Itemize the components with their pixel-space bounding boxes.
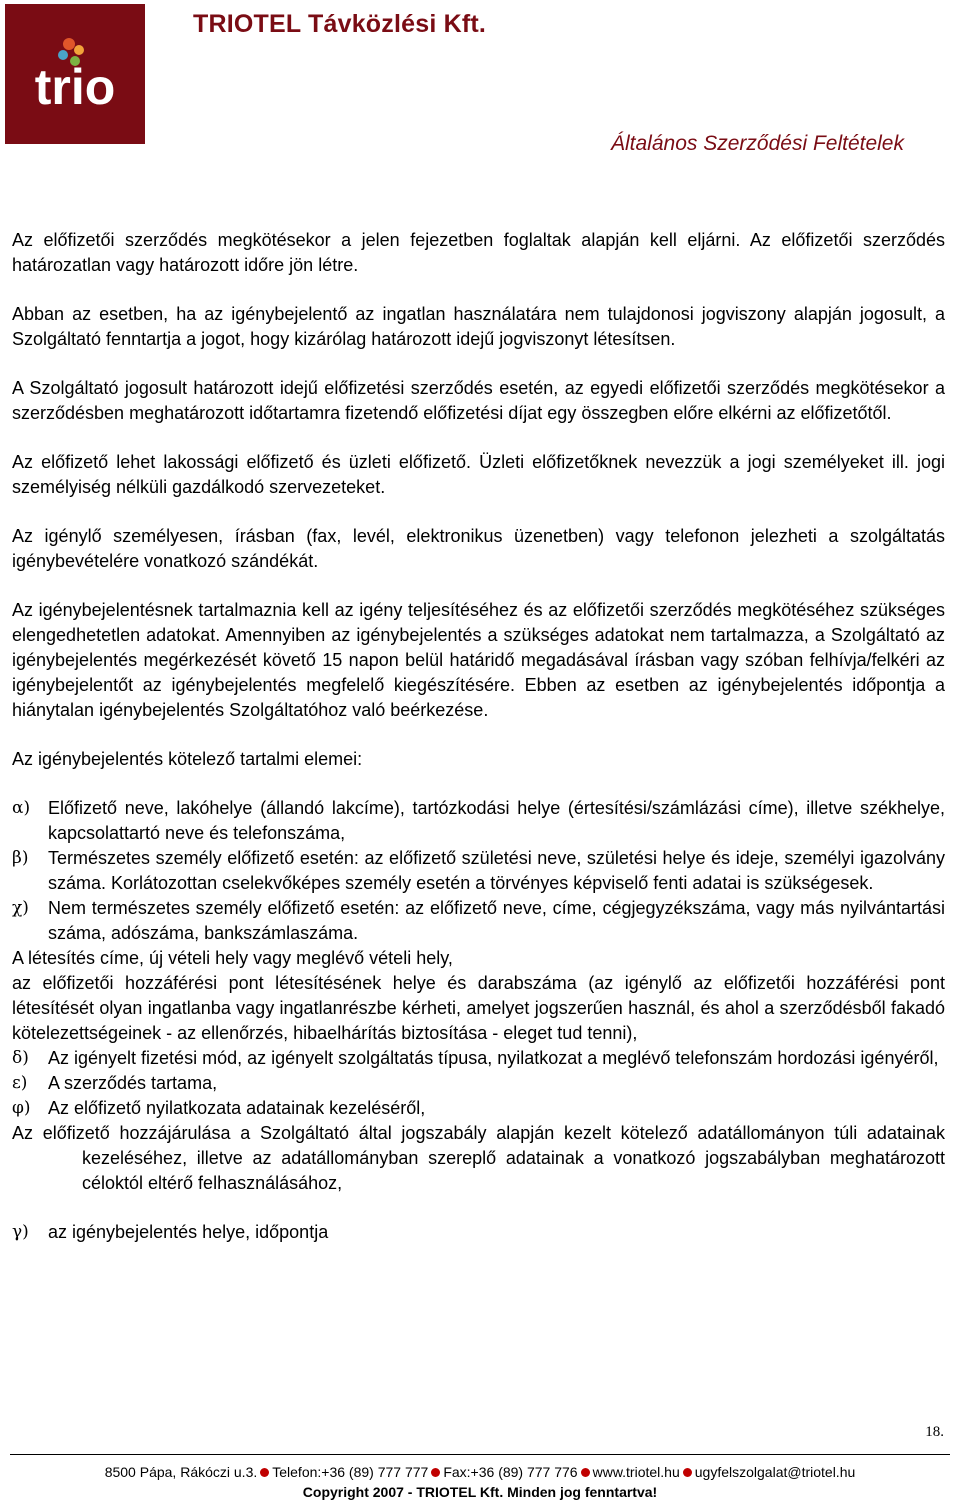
footer-copyright: Copyright 2007 - TRIOTEL Kft. Minden jog fenntartva! — [302, 1484, 658, 1500]
paragraph-1: Az előfizetői szerződés megkötésekor a jelen fejezetben foglaltak alapján kell eljárni. Az előfizetői szerződés határozatlan vagy határozott időre jön létre. — [12, 230, 945, 275]
paragraph-3: A Szolgáltató jogosult határozott idejű előfizetési szerződés esetén, az egyedi előfizetői szerződés megkötésekor a szerződésben meghatározott időtartamra fizetendő előfizetési díjat egy összegben előre elkérni az előfizetőtől. — [12, 378, 945, 423]
list-marker: γ) — [12, 1222, 29, 1242]
document-title: Általános Szerződési Feltételek — [611, 132, 904, 155]
footer-email-link[interactable]: ugyfelszolgalat@triotel.hu — [694, 1464, 856, 1480]
footer-phone: Telefon:+36 (89) 777 777 — [272, 1464, 429, 1480]
company-logo — [5, 4, 145, 144]
bullet-dot-icon — [431, 1468, 440, 1477]
list-marker: β) — [12, 848, 29, 868]
bullet-dot-icon — [683, 1468, 692, 1477]
list-item-text: Természetes személy előfizető esetén: az előfizető születési neve, születési helye és ideje, személyi igazolvány száma. Korlátozottan cselekvőképes személy esetén a törvényes képviselő fenti adatai is szükségesek. — [48, 848, 945, 893]
list-item-text: A szerződés tartama, — [48, 1073, 218, 1093]
document-body — [12, 228, 945, 1245]
list-marker: δ) — [12, 1048, 29, 1068]
company-name: TRIOTEL Távközlési Kft. — [193, 10, 487, 38]
list-marker: χ) — [12, 898, 29, 918]
logo-text: trio — [34, 59, 116, 115]
paragraph-7: Az igénybejelentés kötelező tartalmi elemei: — [12, 749, 363, 769]
paragraph-6: Az igénybejelentésnek tartalmaznia kell az igény teljesítéséhez és az előfizetői szerződés megkötéséhez szükséges elengedhetetlen adatokat. Amennyiben az igénybejelentés a szükséges adatokat nem tartalmazza, a Szolgáltató az igénybejelentés megérkezését követő 15 napon belül határidő megadásával írásban vagy szóban felhívja/felkéri az igénybejelentőt az igénybejelentés megfelelő kiegészítésére. Ebben az esetben az igénybejelentés időpontja a hiánytalan igénybejelentés Szolgáltatóhoz való beérkezése. — [12, 600, 945, 720]
list-item — [12, 896, 945, 946]
page-number: 18. — [925, 1424, 944, 1440]
bullet-dot-icon — [260, 1468, 269, 1477]
list-item-text: Előfizető neve, lakóhelye (állandó lakcíme), tartózkodási helye (értesítési/számlázási címe), illetve székhelye, kapcsolattartó neve és telefonszáma, — [48, 798, 945, 843]
footer-address: 8500 Pápa, Rákóczi u.3. — [104, 1464, 258, 1480]
list-item-text: Az előfizető nyilatkozata adatainak kezeléséről, — [48, 1098, 426, 1118]
footer-divider — [10, 1454, 950, 1455]
bullet-dot-icon — [581, 1468, 590, 1477]
list-item-text: Nem természetes személy előfizető esetén: az előfizető neve, címe, cégjegyzékszáma, vagy más nyilvántartási száma, adószáma, bankszámlaszáma. — [48, 898, 945, 943]
plain-line-2: az előfizetői hozzáférési pont létesítésének helye és darabszáma (az igénylő az előfizetői hozzáférési pont létesítését olyan ingatlanba vagy ingatlanrészbe kérheti, amelyet jogszerűen használ, és ahol a szerződésből fakadó kötelezettségeinek - az ellenőrzés, hibaelhárítás biztosítása - eleget tud tenni), — [12, 973, 945, 1043]
list-marker: α) — [12, 798, 31, 818]
hanging-paragraph: Az előfizető hozzájárulása a Szolgáltató által jogszabály alapján kezelt kötelező adatállományon túli adatainak kezeléséhez, illetve az adatállományban szereplő adatainak a vonatkozó jogszabályban meghatározott céloktól eltérő felhasználásához, — [12, 1123, 945, 1193]
list-marker: ε) — [12, 1073, 28, 1093]
footer-website-link[interactable]: www.triotel.hu — [592, 1464, 680, 1480]
list-item-text: az igénybejelentés helye, időpontja — [48, 1222, 329, 1242]
list-item-text: Az igényelt fizetési mód, az igényelt szolgáltatás típusa, nyilatkozat a meglévő telefonszám hordozási igényéről, — [48, 1048, 939, 1068]
trio-logo-icon — [5, 4, 145, 144]
list-item — [12, 846, 945, 896]
paragraph-2: Abban az esetben, ha az igénybejelentő az ingatlan használatára nem tulajdonosi jogviszony alapján jogosult, a Szolgáltató fenntartja a jogot, hogy kizárólag határozott idejű jogviszonyt létesítsen. — [12, 304, 945, 349]
list-item — [12, 1096, 945, 1121]
list-item — [12, 1220, 945, 1245]
paragraph-4: Az előfizető lehet lakossági előfizető és üzleti előfizető. Üzleti előfizetőknek nevezzük a jogi személyeket ill. jogi személyiség nélküli gazdálkodó szervezeteket. — [12, 452, 945, 497]
list-item — [12, 796, 945, 846]
list-marker: φ) — [12, 1098, 31, 1118]
footer-fax: Fax:+36 (89) 777 776 — [443, 1464, 578, 1480]
list-item — [12, 1071, 945, 1096]
list-item — [12, 1046, 945, 1071]
plain-line-1: A létesítés címe, új vételi hely vagy meglévő vételi hely, — [12, 948, 453, 968]
paragraph-5: Az igénylő személyesen, írásban (fax, levél, elektronikus üzenetben) vagy telefonon jelezheti a szolgáltatás igénybevételére vonatkozó szándékát. — [12, 526, 945, 571]
footer-contact — [0, 1464, 960, 1480]
